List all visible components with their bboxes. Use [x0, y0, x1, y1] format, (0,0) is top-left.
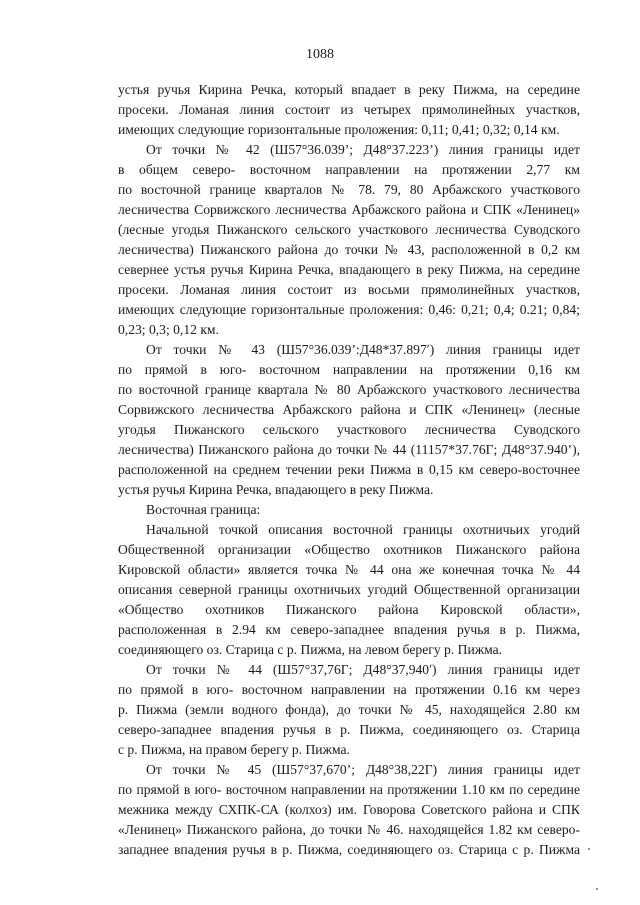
text-line: межника между СХПК-СА (колхоз) им. Говорова Советского района и СПК	[118, 802, 580, 817]
text-line: по восточной границе кварталов № 78. 79, 80 Арбажского участкового	[118, 182, 580, 197]
text-line: соединяющего оз. Старица с р. Пижма, на левом берегу р. Пижма.	[118, 642, 503, 657]
text-line: описания северной границы охотничьих угодий Общественной организации	[118, 582, 580, 597]
text-line: имеющих следующие горизонтальные проложения: 0,11; 0,41; 0,32; 0,14 км.	[118, 122, 560, 137]
text-line: имеющих следующие горизонтальные проложения: 0,46: 0,21; 0,4; 0.21; 0,84;	[118, 302, 580, 317]
text-line: От точки № 44 (Ш57°37,76Г; Д48°37,940ʹ) линия границы идет	[146, 662, 580, 677]
text-line: устья ручья Кирина Речка, впадающего в реку Пижма.	[118, 482, 434, 497]
text-line: лесничества) Пижанского района до точки № 44 (11157*37.76Г; Д48°37.940’),	[118, 442, 580, 457]
text-line: севернее устья ручья Кирина Речка, впадающего в реку Пижма, на середине	[118, 262, 580, 277]
text-line: «Ленинец» Пижанского района, до точки № 46. находящейся 1.82 км северо-	[118, 822, 580, 837]
text-line: по прямой в юго- восточном направлении на протяжении 1.10 км по середине	[118, 782, 580, 797]
text-line: Кировской области» является точка № 44 она же конечная точка № 44	[118, 562, 580, 577]
text-line: Сорвижского лесничества Арбажского района и СПК «Ленинец» (лесные	[118, 402, 580, 417]
text-line: р. Пижма (земли водного фонда), до точки № 45, находящейся 2.80 км	[118, 702, 580, 717]
text-line: устья ручья Кирина Речка, который впадает в реку Пижма, на середине	[118, 82, 580, 97]
text-line: От точки № 45 (Ш57°37,670’; Д48°38,22Г) линия границы идет	[146, 762, 580, 777]
text-line: расположенной на среднем течении реки Пижма в 0,15 км северо-восточнее	[118, 462, 580, 477]
text-line: просеки. Ломаная линия состоит из четырех прямолинейных участков,	[118, 102, 580, 117]
text-line: по восточной границе квартала № 80 Арбажского участкового лесничества	[118, 382, 580, 397]
scan-speck	[588, 848, 590, 850]
text-line: западнее впадения ручья в р. Пижма, соединяющего оз. Старица с р. Пижма	[118, 842, 580, 857]
text-line: расположенная в 2.94 км северо-западнее впадения ручья в р. Пижма,	[118, 622, 580, 637]
text-line: лесничества) Пижанского района до точки № 43, расположенной в 0,2 км	[118, 242, 580, 257]
text-line: по прямой в юго- восточном направлении на протяжении 0.16 км через	[118, 682, 580, 697]
text-line: угодья Пижанского сельского участкового лесничества Суводского	[118, 422, 580, 437]
page-number: 1088	[306, 47, 334, 62]
text-line: по прямой в юго- восточном направлении на протяжении 0,16 км	[118, 362, 580, 377]
text-line: с р. Пижма, на правом берегу р. Пижма.	[118, 742, 350, 757]
text-line: От точки № 43 (Ш57°36.039’:Д48*37.897ʹ) линия границы идет	[146, 342, 580, 357]
text-line: «Общество охотников Пижанского района Кировской области»,	[118, 602, 580, 617]
text-line: 0,23; 0,3; 0,12 км.	[118, 322, 219, 337]
text-line: северо-западнее впадения ручья в р. Пижма, соединяющего оз. Старица	[118, 722, 580, 737]
scan-speck	[596, 888, 598, 890]
text-line: Общественной организации «Общество охотников Пижанского района	[118, 542, 580, 557]
text-line: лесничества Сорвижского лесничества Арбажского района и СПК «Ленинец»	[118, 202, 580, 217]
text-line: Восточная граница:	[146, 502, 261, 517]
text-line: в общем северо- восточном направлении на протяжении 2,77 км	[118, 162, 580, 177]
text-line: (лесные угодья Пижанского сельского участкового лесничества Суводского	[118, 222, 580, 237]
text-line: Начальной точкой описания восточной границы охотничьих угодий	[146, 522, 580, 537]
text-line: просеки. Ломаная линия состоит из восьми прямолинейных участков,	[118, 282, 580, 297]
text-line: От точки № 42 (Ш57°36.039’; Д48°37.223’) линия границы идет	[146, 142, 580, 157]
body-text	[118, 80, 580, 860]
